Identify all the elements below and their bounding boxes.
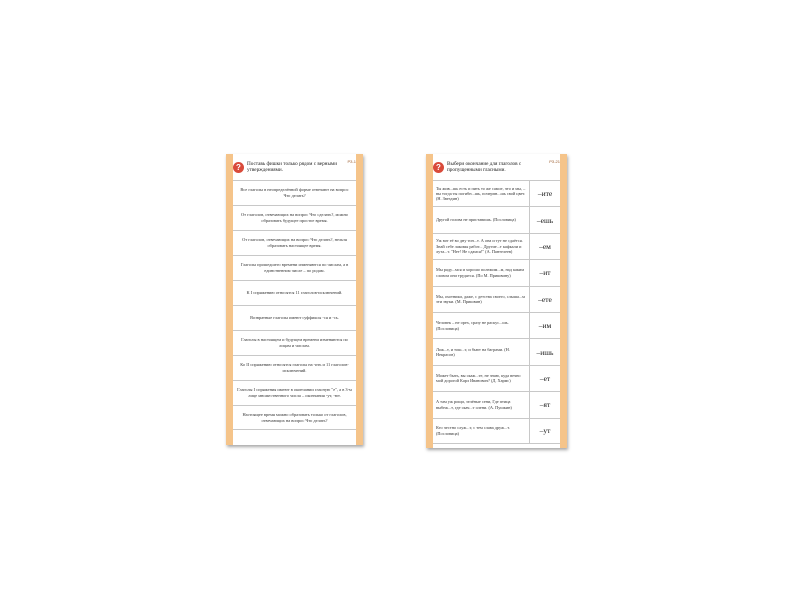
statement-row[interactable] bbox=[233, 305, 356, 330]
card-header bbox=[233, 159, 356, 179]
statement-text: Глаголы прошедшего времени изменяются по числам, а в единственном числе – по родам. bbox=[240, 262, 349, 273]
quote-text: Человек – не орех, сразу не раскус...шь. (Пословица) bbox=[436, 320, 509, 331]
ending-cell[interactable]: –ят bbox=[529, 392, 560, 417]
card-id: РЗ-1 bbox=[347, 159, 356, 164]
quote-text: А там уж рощи, зелёные сени, Где птица выбеж...т, где скач...т олени. (А. Пушкин) bbox=[436, 399, 512, 410]
ending-cell[interactable]: –ит bbox=[529, 260, 560, 285]
quote-text: Может быть, вы скаж...те, не знаю, куда вечно мой дорогой Карл Иванович? (Д. Хармс) bbox=[436, 373, 521, 384]
statement-row[interactable] bbox=[233, 380, 356, 405]
card-right-band bbox=[356, 154, 363, 445]
statements-card bbox=[226, 154, 363, 445]
statement-text: К I спряжению относятся 11 глаголов-исключений. bbox=[246, 290, 343, 296]
ending-cell[interactable]: –ишь bbox=[529, 339, 560, 364]
ending-cell[interactable]: –ешь bbox=[529, 207, 560, 232]
card-left-band bbox=[426, 154, 433, 448]
statement-row[interactable] bbox=[233, 230, 356, 255]
ending-row[interactable] bbox=[433, 365, 560, 391]
statement-text: Глаголы в настоящем и будущем времени изменяются по лицам и числам. bbox=[241, 337, 348, 348]
card-id: РЗ-21 bbox=[549, 159, 560, 164]
question-icon: ? bbox=[233, 162, 244, 173]
question-icon: ? bbox=[433, 162, 444, 173]
ending-row[interactable] bbox=[433, 418, 560, 444]
ending-cell[interactable]: –ите bbox=[529, 181, 560, 206]
statement-row[interactable] bbox=[233, 330, 356, 355]
statement-text: Возвратные глаголы имеют суффиксы -ся и -сь. bbox=[250, 315, 339, 321]
statement-row[interactable] bbox=[233, 255, 356, 280]
ending-cell[interactable]: –ем bbox=[529, 234, 560, 259]
ending-list bbox=[433, 180, 560, 444]
statement-text: Настоящее время можно образовать только от глаголов, отвечающих на вопрос Что делать? bbox=[242, 411, 347, 423]
quote-text: Мы, охотники, даже, с детства своего, слыша...м эти звуки. (М. Пришвин) bbox=[436, 293, 525, 305]
quote-text: Кто честно служ...т, с тем слава друж...т. (Пословица) bbox=[436, 425, 510, 436]
card-right-band bbox=[560, 154, 567, 448]
statement-row[interactable] bbox=[233, 405, 356, 430]
statement-row[interactable] bbox=[233, 280, 356, 305]
statement-row[interactable] bbox=[233, 180, 356, 205]
ending-row[interactable] bbox=[433, 312, 560, 338]
statement-row[interactable] bbox=[233, 205, 356, 230]
ending-row[interactable] bbox=[433, 233, 560, 259]
statement-text: От глаголов, отвечающих на вопрос Что сделать?, можно образовать будущее простое время. bbox=[241, 212, 348, 223]
ending-row[interactable] bbox=[433, 259, 560, 285]
quote-text: Ты жив...шь есть и пить то же самое, что и мы, – вы тогда ты погибн...шь, почерпн...шь свой цвет. (Н. Звездин) bbox=[436, 185, 526, 202]
card-instruction: Выбери окончание для глаголов с пропущенными гласными. bbox=[447, 161, 522, 173]
ending-row[interactable] bbox=[433, 180, 560, 206]
card-header bbox=[433, 159, 560, 179]
card-instruction: Поставь фишки только рядом с верными утверждениями. bbox=[247, 161, 337, 173]
statement-text: От глаголов, отвечающих на вопрос Что делать?, нельзя образовать настоящее время. bbox=[242, 237, 347, 248]
statement-text: Все глаголы в неопределённой форме отвечают на вопрос Что делать? bbox=[240, 187, 349, 198]
statement-text: Глаголы I спряжения имеют в окончании гласную "е", а в 3-м лице множественного числа – окончания -ут, -ют. bbox=[237, 387, 352, 398]
quote-text: Уж вот её во дну тон...т. А она и тут не сдаётся. Знай себе лакомы работ... Другие...т кафкали и лута...т. "Нет! Не сдамся!" (А. Пантелеев) bbox=[436, 238, 523, 255]
card-left-band bbox=[226, 154, 233, 445]
statement-row[interactable] bbox=[233, 355, 356, 380]
ending-row[interactable] bbox=[433, 206, 560, 232]
ending-cell[interactable]: –ет bbox=[529, 366, 560, 391]
ending-cell[interactable]: –ут bbox=[529, 419, 560, 443]
quote-text: Мы раду...мся и хорошо полежим...м, над каким словом они трудятся. (По М. Пришвину) bbox=[436, 267, 524, 278]
ending-row[interactable] bbox=[433, 286, 560, 312]
ending-cell[interactable]: –им bbox=[529, 313, 560, 338]
endings-card bbox=[426, 154, 567, 448]
ending-cell[interactable]: –ете bbox=[529, 287, 560, 312]
quote-text: Другой голова не приставишь. (Пословица) bbox=[436, 217, 516, 223]
statement-text: Ко II спряжению относятся глаголы на -ить и 11 глаголов-исключений. bbox=[240, 362, 349, 373]
ending-row[interactable] bbox=[433, 338, 560, 364]
ending-row[interactable] bbox=[433, 391, 560, 417]
quote-text: Лож...т, и тош...т, и бьют на баграми. (Н. Некрасов) bbox=[436, 346, 510, 358]
statement-list bbox=[233, 180, 356, 430]
